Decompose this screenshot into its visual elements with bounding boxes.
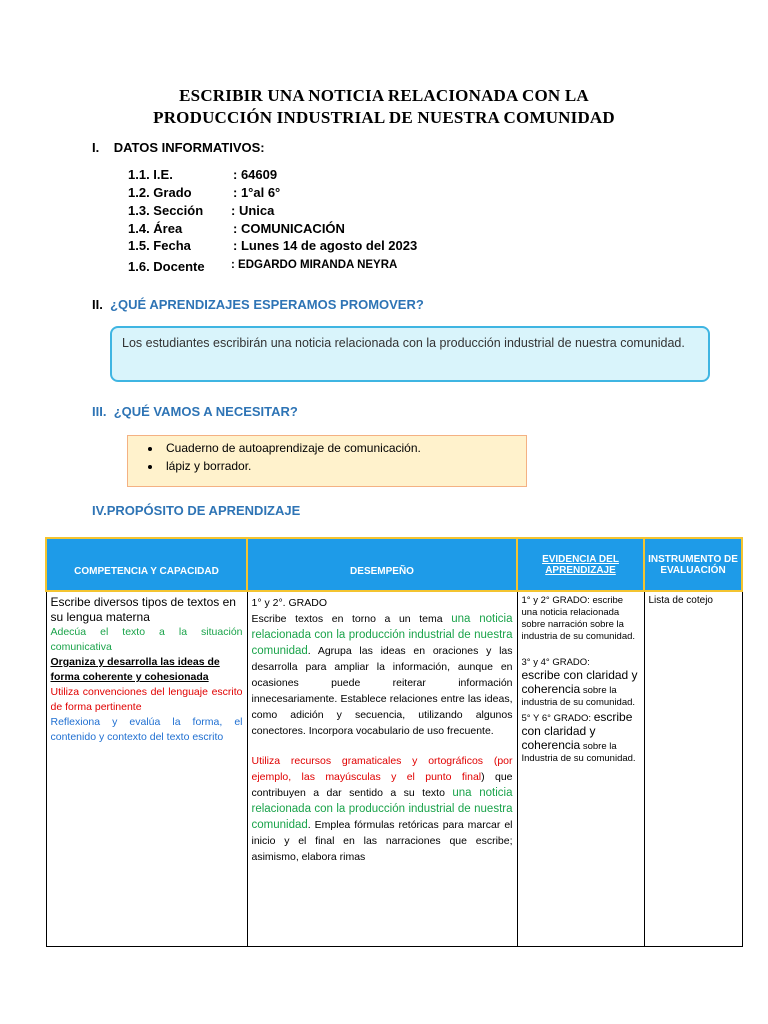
document-title-line1: ESCRIBIR UNA NOTICIA RELACIONADA CON LA bbox=[179, 86, 589, 105]
capacidad-4: Reflexiona y evalúa la forma, el contenido y contexto del texto escrito bbox=[50, 716, 243, 743]
section-necesitar bbox=[92, 404, 298, 419]
cell-evidencia bbox=[517, 591, 644, 947]
grade-label: 1° y 2°. GRADO bbox=[251, 597, 327, 609]
section-label: ¿QUÉ APRENDIZAJES ESPERAMOS PROMOVER? bbox=[110, 297, 424, 312]
table-header-row bbox=[46, 538, 742, 591]
capacidad-2: Organiza y desarrolla las ideas de forma coherente y cohesionada bbox=[50, 656, 220, 683]
table-row bbox=[46, 591, 742, 947]
desempeno-paragraph-2: Utiliza recursos gramaticales y ortográficos (por ejemplo, las mayúsculas y el punto final) que contribuyen a dar sentido a su texto una noticia relacionada con la producción industrial de nuestra comunidad. Emplea fórmulas retóricas para marcar el inicio y el final en las narraciones que escribe; asimismo, elabora rimas bbox=[251, 755, 513, 863]
info-value: : Lunes 14 de agosto del 2023 bbox=[233, 238, 418, 253]
section-proposito: IV.PROPÓSITO DE APRENDIZAJE bbox=[92, 503, 301, 518]
info-row-docente bbox=[128, 259, 398, 274]
header-desempeno: DESEMPEÑO bbox=[247, 538, 517, 591]
evidencia-grade-3: 3° y 4° GRADO: escribe con claridad y coherencia sobre la industria de su comunidad. bbox=[521, 657, 638, 708]
header-instrumento: INSTRUMENTO DE EVALUACIÓN bbox=[644, 538, 742, 591]
materials-box bbox=[127, 435, 527, 487]
info-label: 1.6. Docente bbox=[128, 259, 205, 274]
section-label: DATOS INFORMATIVOS: bbox=[113, 140, 265, 155]
cell-desempeno bbox=[247, 591, 517, 947]
info-row-fecha bbox=[128, 238, 418, 253]
info-label: 1.5. Fecha bbox=[128, 238, 191, 253]
info-row-ie bbox=[128, 167, 278, 182]
cell-instrumento: Lista de cotejo bbox=[644, 591, 742, 947]
section-number: III. bbox=[92, 404, 107, 419]
desempeno-paragraph-1: Escribe textos en torno a un tema una noticia relacionada con la producción industrial de nuestra comunidad. Agrupa las ideas en oraciones y las desarrolla para ampliar la información, aunque en ocasiones puede reiterar información innecesariamente. Establece relaciones entre las ideas, como adición y secuencia, utilizando algunos conectores. Incorpora vocabulario de uso frecuente. bbox=[251, 613, 513, 737]
section-datos-informativos bbox=[92, 140, 265, 155]
section-aprendizajes bbox=[92, 297, 424, 312]
info-label: 1.2. Grado bbox=[128, 185, 192, 200]
learning-goal-box: Los estudiantes escribirán una noticia relacionada con la producción industrial de nuestra comunidad. bbox=[110, 326, 710, 382]
cell-competencia bbox=[46, 591, 247, 947]
section-number: I. bbox=[92, 140, 100, 155]
evidencia-grade-5: 5° Y 6° GRADO: escribe con claridad y coherencia sobre la Industria de su comunidad. bbox=[521, 710, 636, 764]
info-value: : Unica bbox=[231, 203, 275, 218]
evidencia-grade-1: 1° y 2° GRADO: escribe una noticia relacionada sobre narración sobre la industria de su comunidad. bbox=[521, 595, 636, 642]
info-label: 1.3. Sección bbox=[128, 203, 204, 218]
header-evidencia: EVIDENCIA DEL APRENDIZAJE bbox=[517, 538, 644, 591]
info-value: : EDGARDO MIRANDA NEYRA bbox=[231, 259, 398, 271]
capacidad-1: Adecúa el texto a la situación comunicativa bbox=[50, 626, 243, 653]
section-label: ¿QUÉ VAMOS A NECESITAR? bbox=[113, 404, 298, 419]
info-row-area bbox=[128, 221, 345, 236]
list-item: • lápiz y borrador. bbox=[162, 459, 516, 473]
list-item: • Cuaderno de autoaprendizaje de comunicación. bbox=[162, 441, 516, 455]
purpose-table bbox=[45, 537, 743, 947]
info-value: : COMUNICACIÓN bbox=[233, 221, 345, 236]
capacidad-3: Utiliza convenciones del lenguaje escrito de forma pertinente bbox=[50, 686, 243, 713]
info-label: 1.4. Área bbox=[128, 221, 183, 236]
document-title-line2: PRODUCCIÓN INDUSTRIAL DE NUESTRA COMUNIDAD bbox=[153, 108, 615, 127]
info-value: : 64609 bbox=[233, 167, 278, 182]
info-value: : 1°al 6° bbox=[233, 185, 281, 200]
info-row-seccion bbox=[128, 203, 275, 218]
info-row-grado bbox=[128, 185, 281, 200]
competencia-title: Escribe diversos tipos de textos en su lengua materna bbox=[50, 595, 236, 624]
info-label: 1.1. I.E. bbox=[128, 167, 173, 182]
header-competencia: COMPETENCIA Y CAPACIDAD bbox=[46, 538, 247, 591]
materials-list bbox=[148, 441, 516, 473]
section-number: II. bbox=[92, 297, 103, 312]
